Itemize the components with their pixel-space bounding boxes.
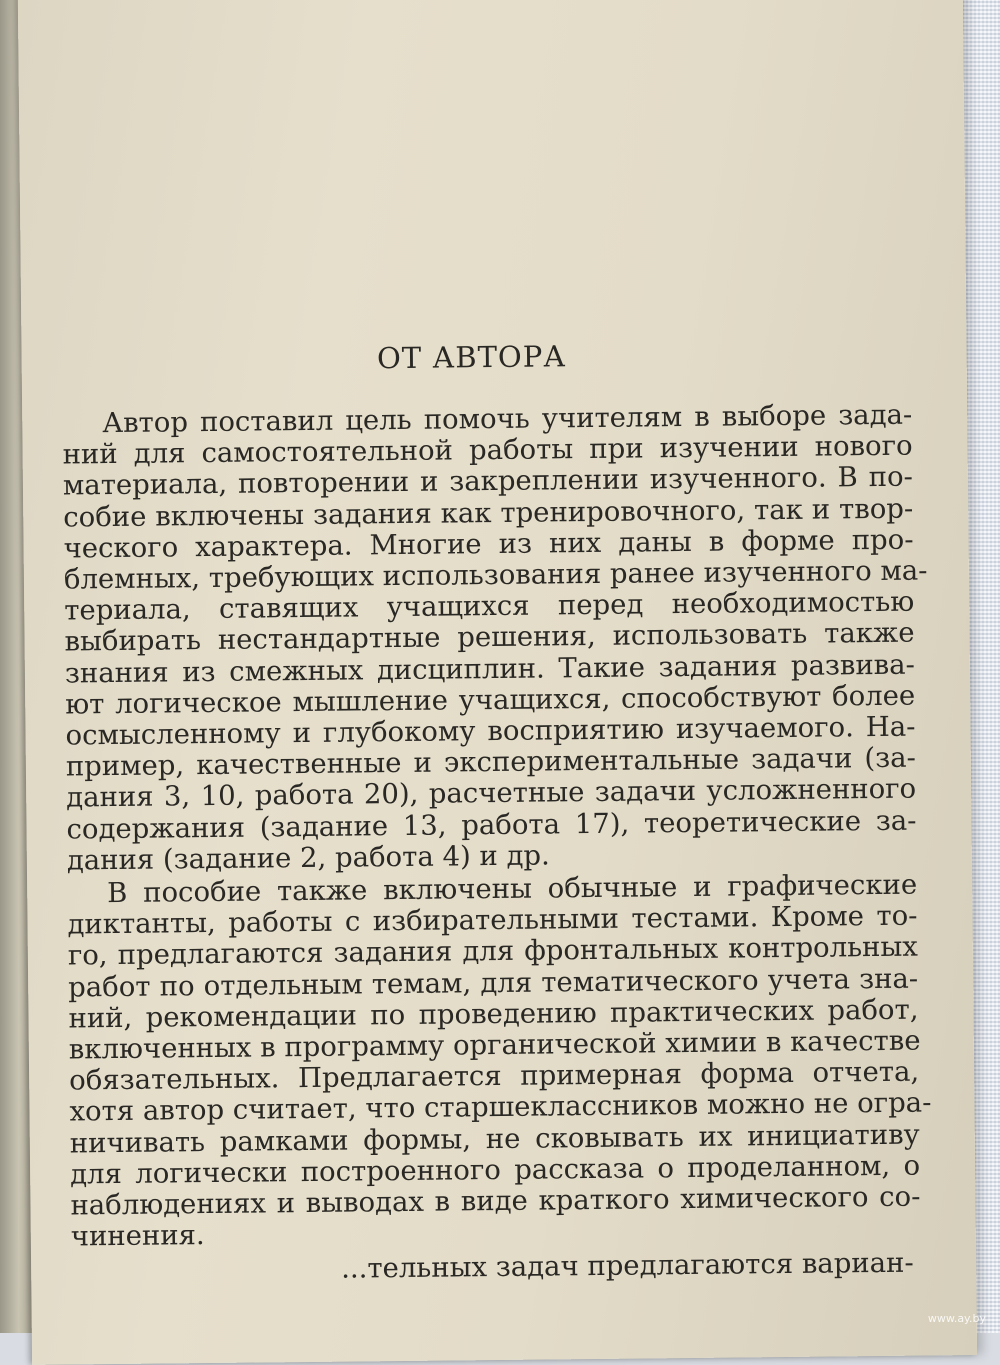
text-line: собие включены задания как тренировочного, так и твор- [63, 492, 914, 534]
text-line: дания 3, 10, работа 20), расчетные задачи усложненного [66, 773, 917, 814]
watermark: www.ay.by [927, 1312, 986, 1325]
text-line: наблюдениях и выводах в виде краткого химического со- [70, 1180, 921, 1222]
text-line: ний для самостоятельной работы при изучении нового [62, 429, 913, 471]
text-line: хотя автор считает, что старшеклассников можно не огра- [69, 1086, 932, 1128]
text-line: дания (задание 2, работа 4) и др. [66, 839, 550, 877]
text-line: блемных, требующих использования ранее изученного ма- [63, 554, 928, 596]
text-line: пример, качественные и экспериментальные задачи (за- [65, 741, 917, 783]
text-line: В пособие также включены обычные и графические [107, 868, 918, 910]
text-line: ничивать рамками формы, не сковывать их инициативу [69, 1118, 920, 1160]
text-line: выбирать нестандартные решения, использовать также [64, 617, 915, 658]
text-line: чинения. [70, 1219, 205, 1253]
text-line: Автор поставил цель помочь учителям в выборе зада- [102, 398, 913, 440]
text-line: го, предлагаются задания для фронтальных контрольных [67, 931, 918, 972]
text-line: включенных в программу органической химии в качестве [68, 1024, 921, 1066]
paragraph-2 [67, 868, 932, 1253]
text-line: диктанты, работы с избирательными тестами. Кроме то- [67, 899, 918, 941]
text-line: ний, рекомендации по проведению практических работ, [68, 993, 919, 1035]
text-line: работ по отдельным темам, для тематического учета зна- [68, 962, 919, 1004]
text-line: ческого характера. Многие из них даны в форме про- [63, 523, 914, 565]
text-line: териала, ставящих учащихся перед необходимостью [64, 585, 915, 627]
text-line: для логически построенного рассказа о проделанном, о [69, 1149, 921, 1191]
cut-off-line: ...тельных задач предлагаются вариан- [340, 1247, 914, 1286]
book-page [18, 0, 977, 1365]
text-line: знания из смежных дисциплин. Такие задания развива- [64, 648, 916, 690]
page-heading: ОТ АВТОРА [376, 339, 567, 376]
page-text-block [61, 336, 932, 1289]
text-line: материала, повторении и закреплении изученного. В по- [62, 461, 914, 502]
paragraph-1 [62, 398, 928, 877]
text-line: обязательных. Предлагается примерная форма отчета, [69, 1055, 920, 1097]
text-line: ют логическое мышление учащихся, способствуют более [65, 679, 916, 721]
text-line: осмысленному и глубокому восприятию изучаемого. На- [65, 710, 916, 752]
text-line: содержания (задание 13, работа 17), теоретические за- [66, 804, 917, 846]
